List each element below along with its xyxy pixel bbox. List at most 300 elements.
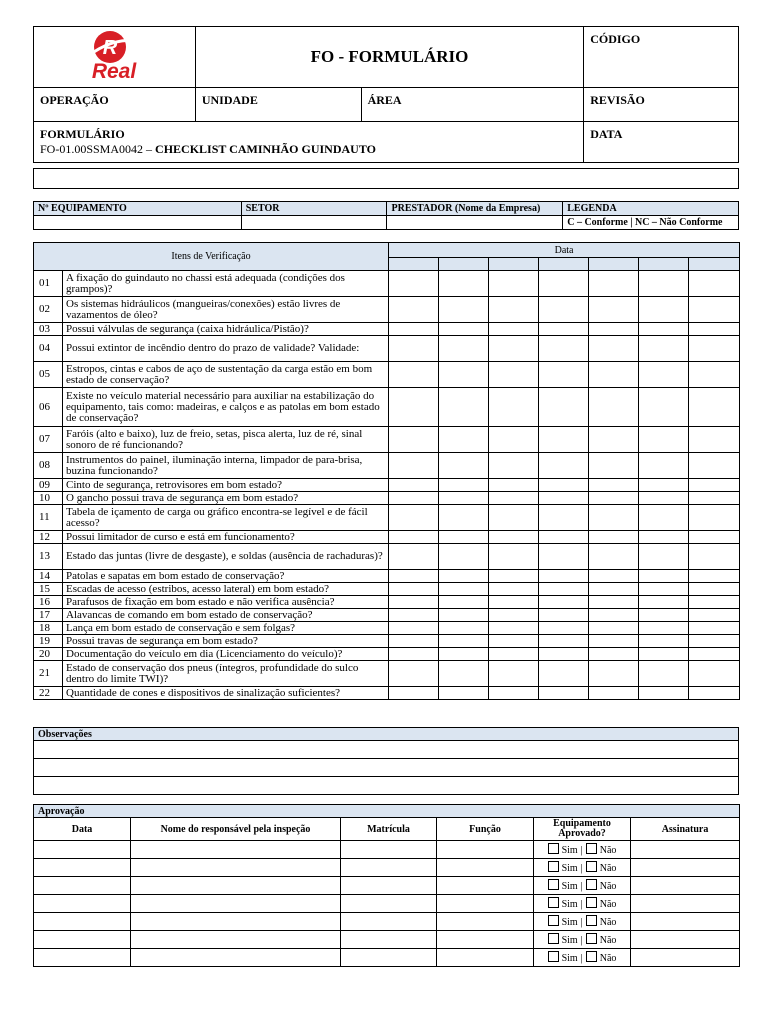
item-number: 16 [34,596,63,609]
check-cell[interactable] [389,661,439,687]
check-cell[interactable] [539,544,589,570]
check-cell[interactable] [439,622,489,635]
observation-line[interactable] [34,759,739,777]
check-cell[interactable] [589,323,639,336]
item-text: Alavancas de comando em bom estado de conservação? [63,609,389,622]
check-cell[interactable] [539,570,589,583]
checklist-row [34,427,740,453]
check-cell[interactable] [589,492,639,505]
check-cell[interactable] [389,596,439,609]
check-cell[interactable] [539,479,589,492]
approval-matricula-field[interactable] [341,931,437,949]
check-cell[interactable] [639,544,689,570]
formulario-cell [34,122,584,163]
nao-label: Não [599,845,617,856]
check-cell[interactable] [639,453,689,479]
approval-matricula-field[interactable] [341,895,437,913]
nao-label: Não [599,917,617,928]
check-cell[interactable] [589,453,639,479]
check-cell[interactable] [389,323,439,336]
check-cell[interactable] [639,635,689,648]
check-cell[interactable] [539,687,589,700]
check-cell[interactable] [589,570,639,583]
check-cell[interactable] [539,323,589,336]
approval-assinatura-field[interactable] [631,877,740,895]
check-cell[interactable] [439,596,489,609]
unidade-label: UNIDADE [195,88,361,122]
check-cell[interactable] [689,635,740,648]
sim-label: Sim [561,899,578,910]
check-cell[interactable] [389,271,439,297]
checklist-row [34,687,740,700]
item-number: 22 [34,687,63,700]
check-cell[interactable] [539,362,589,388]
nao-checkbox[interactable] [586,915,597,926]
check-cell[interactable] [489,323,539,336]
approval-funcao-field[interactable] [437,931,534,949]
approval-nome-field[interactable] [131,859,341,877]
check-cell[interactable] [589,596,639,609]
sim-checkbox[interactable] [548,933,559,944]
checklist-row [34,609,740,622]
item-number: 21 [34,661,63,687]
approval-nome-field[interactable] [131,877,341,895]
nao-label: Não [599,935,617,946]
check-cell[interactable] [439,609,489,622]
check-cell[interactable] [639,661,689,687]
check-cell[interactable] [639,583,689,596]
check-cell[interactable] [589,505,639,531]
check-cell[interactable] [589,648,639,661]
col-matricula: Matrícula [341,818,437,841]
check-cell[interactable] [539,596,589,609]
approval-row [34,877,740,895]
check-cell[interactable] [689,661,740,687]
check-cell[interactable] [489,635,539,648]
check-cell[interactable] [539,427,589,453]
setor-field[interactable] [241,216,387,230]
check-cell[interactable] [439,583,489,596]
item-text: Estado de conservação dos pneus (íntegros, profundidade do sulco dentro do limite TWI)? [63,661,389,687]
check-cell[interactable] [689,687,740,700]
data-label: DATA [584,122,739,163]
check-cell[interactable] [639,271,689,297]
check-cell[interactable] [489,544,539,570]
check-cell[interactable] [639,492,689,505]
check-cell[interactable] [639,427,689,453]
check-cell[interactable] [689,479,740,492]
check-cell[interactable] [639,609,689,622]
check-cell[interactable] [389,531,439,544]
check-cell[interactable] [539,388,589,427]
sim-label: Sim [561,953,578,964]
col-funcao: Função [437,818,534,841]
check-cell[interactable] [639,687,689,700]
check-cell[interactable] [589,336,639,362]
sim-checkbox[interactable] [548,843,559,854]
approval-funcao-field[interactable] [437,895,534,913]
item-text: Instrumentos do painel, iluminação interna, limpador de para-brisa, buzina funcionando? [63,453,389,479]
approval-data-field[interactable] [34,913,131,931]
approval-assinatura-field[interactable] [631,949,740,967]
item-number: 01 [34,271,63,297]
check-cell[interactable] [489,271,539,297]
approval-nome-field[interactable] [131,949,341,967]
check-cell[interactable] [689,609,740,622]
col-nome: Nome do responsável pela inspeção [131,818,341,841]
revisao-label: REVISÃO [584,88,739,122]
item-number: 19 [34,635,63,648]
check-cell[interactable] [539,531,589,544]
area-label: ÁREA [361,88,584,122]
approval-funcao-field[interactable] [437,877,534,895]
approval-data-field[interactable] [34,859,131,877]
approval-funcao-field[interactable] [437,859,534,877]
check-cell[interactable] [589,635,639,648]
approval-funcao-field[interactable] [437,913,534,931]
item-number: 12 [34,531,63,544]
approval-nome-field[interactable] [131,913,341,931]
approval-choice [534,931,631,949]
check-cell[interactable] [439,271,489,297]
check-cell[interactable] [689,271,740,297]
approval-matricula-field[interactable] [341,949,437,967]
sim-label: Sim [561,917,578,928]
svg-text:R: R [103,37,118,59]
observacoes-label: Observações [34,728,739,741]
checklist-row [34,505,740,531]
item-text: Possui válvulas de segurança (caixa hidráulica/Pistão)? [63,323,389,336]
check-cell[interactable] [639,323,689,336]
check-cell[interactable] [489,648,539,661]
separator: | [580,881,583,892]
check-cell[interactable] [489,609,539,622]
check-cell[interactable] [689,492,740,505]
check-cell[interactable] [489,453,539,479]
sim-checkbox[interactable] [548,879,559,890]
check-cell[interactable] [589,479,639,492]
nao-checkbox[interactable] [586,879,597,890]
check-cell[interactable] [539,505,589,531]
approval-choice [534,895,631,913]
checklist-row [34,271,740,297]
approval-choice [534,949,631,967]
item-number: 07 [34,427,63,453]
check-cell[interactable] [389,388,439,427]
form-title: FO - FORMULÁRIO [195,27,583,88]
checklist-row [34,479,740,492]
check-cell[interactable] [639,336,689,362]
codigo-label: CÓDIGO [584,27,739,88]
check-cell[interactable] [439,687,489,700]
sim-checkbox[interactable] [548,951,559,962]
check-cell[interactable] [389,570,439,583]
sim-checkbox[interactable] [548,915,559,926]
check-cell[interactable] [489,388,539,427]
nao-checkbox[interactable] [586,933,597,944]
check-cell[interactable] [389,583,439,596]
check-cell[interactable] [689,362,740,388]
check-cell[interactable] [439,544,489,570]
check-cell[interactable] [439,635,489,648]
checklist-row [34,388,740,427]
check-cell[interactable] [489,583,539,596]
check-cell[interactable] [489,362,539,388]
check-cell[interactable] [389,362,439,388]
sim-checkbox[interactable] [548,861,559,872]
approval-assinatura-field[interactable] [631,841,740,859]
check-cell[interactable] [689,453,740,479]
col-data: Data [34,818,131,841]
approval-choice [534,877,631,895]
check-cell[interactable] [489,661,539,687]
observation-line[interactable] [34,741,739,759]
item-number: 02 [34,297,63,323]
check-cell[interactable] [439,336,489,362]
check-cell[interactable] [389,687,439,700]
check-cell[interactable] [439,388,489,427]
check-cell[interactable] [439,323,489,336]
approval-data-field[interactable] [34,841,131,859]
check-cell[interactable] [689,505,740,531]
item-number: 06 [34,388,63,427]
check-cell[interactable] [589,271,639,297]
check-cell[interactable] [689,583,740,596]
item-text: A fixação do guindauto no chassi está adequada (condições dos grampos)? [63,271,389,297]
check-cell[interactable] [589,609,639,622]
approval-data-field[interactable] [34,931,131,949]
check-cell[interactable] [439,661,489,687]
check-cell[interactable] [689,596,740,609]
nao-checkbox[interactable] [586,861,597,872]
check-cell[interactable] [489,570,539,583]
checklist-row [34,297,740,323]
blank-field[interactable] [33,168,739,189]
equipamento-field[interactable] [34,216,242,230]
check-cell[interactable] [489,622,539,635]
separator: | [580,953,583,964]
separator: | [580,935,583,946]
check-cell[interactable] [489,687,539,700]
check-cell[interactable] [589,388,639,427]
approval-assinatura-field[interactable] [631,931,740,949]
check-cell[interactable] [489,531,539,544]
check-cell[interactable] [589,362,639,388]
check-cell[interactable] [589,583,639,596]
check-cell[interactable] [589,622,639,635]
check-cell[interactable] [539,622,589,635]
item-text: Possui limitador de curso e está em funcionamento? [63,531,389,544]
check-cell[interactable] [539,453,589,479]
item-number: 20 [34,648,63,661]
approval-data-field[interactable] [34,895,131,913]
check-cell[interactable] [439,453,489,479]
check-cell[interactable] [539,648,589,661]
col-assinatura: Assinatura [631,818,740,841]
check-cell[interactable] [689,544,740,570]
item-text: Possui extintor de incêndio dentro do prazo de validade? Validade: [63,336,389,362]
item-number: 05 [34,362,63,388]
check-cell[interactable] [489,596,539,609]
check-cell[interactable] [589,427,639,453]
item-number: 13 [34,544,63,570]
approval-matricula-field[interactable] [341,841,437,859]
check-cell[interactable] [689,323,740,336]
check-cell[interactable] [539,297,589,323]
check-cell[interactable] [489,427,539,453]
check-cell[interactable] [439,362,489,388]
item-text: Faróis (alto e baixo), luz de freio, setas, pisca alerta, luz de ré, sinal sonoro de ré funcionando? [63,427,389,453]
prestador-field[interactable] [387,216,563,230]
check-cell[interactable] [639,505,689,531]
checklist-row [34,531,740,544]
check-cell[interactable] [489,479,539,492]
item-text: Existe no veículo material necessário para auxiliar na estabilização do equipamento, tais como: madeiras, e calços e as patolas em bom estado de conservação? [63,388,389,427]
check-cell[interactable] [389,635,439,648]
check-cell[interactable] [389,505,439,531]
sim-label: Sim [561,935,578,946]
approval-assinatura-field[interactable] [631,895,740,913]
item-number: 10 [34,492,63,505]
equipamento-label: Nº EQUIPAMENTO [34,202,242,216]
check-cell[interactable] [539,336,589,362]
approval-table [33,804,740,967]
check-cell[interactable] [539,609,589,622]
check-cell[interactable] [389,648,439,661]
separator: | [580,845,583,856]
check-cell[interactable] [639,297,689,323]
approval-nome-field[interactable] [131,841,341,859]
check-cell[interactable] [689,570,740,583]
check-cell[interactable] [439,492,489,505]
approval-data-field[interactable] [34,877,131,895]
nao-checkbox[interactable] [586,897,597,908]
check-cell[interactable] [639,596,689,609]
check-cell[interactable] [389,609,439,622]
check-cell[interactable] [689,336,740,362]
check-cell[interactable] [389,479,439,492]
approval-data-field[interactable] [34,949,131,967]
check-cell[interactable] [689,388,740,427]
item-text: Estado das juntas (livre de desgaste), e soldas (ausência de rachaduras)? [63,544,389,570]
approval-matricula-field[interactable] [341,877,437,895]
checklist-row [34,544,740,570]
check-cell[interactable] [539,661,589,687]
approval-assinatura-field[interactable] [631,859,740,877]
check-cell[interactable] [639,362,689,388]
check-cell[interactable] [589,687,639,700]
nao-label: Não [599,953,617,964]
check-cell[interactable] [539,271,589,297]
check-cell[interactable] [489,505,539,531]
item-number: 03 [34,323,63,336]
data-header: Data [389,243,740,258]
approval-choice [534,841,631,859]
observations-table [33,727,739,795]
check-cell[interactable] [389,544,439,570]
checklist-row [34,323,740,336]
check-cell[interactable] [389,622,439,635]
check-cell[interactable] [389,453,439,479]
nao-checkbox[interactable] [586,951,597,962]
approval-matricula-field[interactable] [341,913,437,931]
check-cell[interactable] [589,544,639,570]
check-cell[interactable] [439,297,489,323]
check-cell[interactable] [439,505,489,531]
approval-assinatura-field[interactable] [631,913,740,931]
checklist-row [34,648,740,661]
check-cell[interactable] [539,583,589,596]
check-cell[interactable] [639,479,689,492]
legenda-label: LEGENDA [563,202,739,216]
check-cell[interactable] [489,492,539,505]
check-cell[interactable] [689,427,740,453]
check-cell[interactable] [639,388,689,427]
item-number: 14 [34,570,63,583]
check-cell[interactable] [439,531,489,544]
check-cell[interactable] [639,648,689,661]
approval-nome-field[interactable] [131,895,341,913]
checklist-row [34,453,740,479]
check-cell[interactable] [539,492,589,505]
approval-nome-field[interactable] [131,931,341,949]
check-cell[interactable] [489,336,539,362]
sim-checkbox[interactable] [548,897,559,908]
checklist-row [34,622,740,635]
check-cell[interactable] [689,648,740,661]
approval-row [34,913,740,931]
check-cell[interactable] [439,427,489,453]
item-number: 09 [34,479,63,492]
check-cell[interactable] [389,427,439,453]
check-cell[interactable] [439,570,489,583]
item-text: Possui travas de segurança em bom estado? [63,635,389,648]
sim-label: Sim [561,845,578,856]
check-cell[interactable] [389,492,439,505]
checklist-row [34,583,740,596]
form-name: CHECKLIST CAMINHÃO GUINDAUTO [155,142,376,156]
check-cell[interactable] [589,531,639,544]
approval-funcao-field[interactable] [437,841,534,859]
checklist-row [34,596,740,609]
check-cell[interactable] [639,570,689,583]
item-number: 15 [34,583,63,596]
check-cell[interactable] [389,297,439,323]
check-cell[interactable] [439,479,489,492]
approval-funcao-field[interactable] [437,949,534,967]
item-text: Documentação do veículo em dia (Licenciamento do veículo)? [63,648,389,661]
check-cell[interactable] [639,622,689,635]
check-cell[interactable] [689,297,740,323]
approval-row [34,859,740,877]
check-cell[interactable] [639,531,689,544]
check-cell[interactable] [589,297,639,323]
checklist-row [34,492,740,505]
approval-matricula-field[interactable] [341,859,437,877]
check-cell[interactable] [439,648,489,661]
equipment-table [33,201,739,230]
sim-label: Sim [561,881,578,892]
check-cell[interactable] [389,336,439,362]
check-cell[interactable] [589,661,639,687]
item-number: 17 [34,609,63,622]
observation-line[interactable] [34,777,739,795]
check-cell[interactable] [489,297,539,323]
check-cell[interactable] [689,622,740,635]
check-cell[interactable] [539,635,589,648]
nao-checkbox[interactable] [586,843,597,854]
check-cell[interactable] [689,531,740,544]
